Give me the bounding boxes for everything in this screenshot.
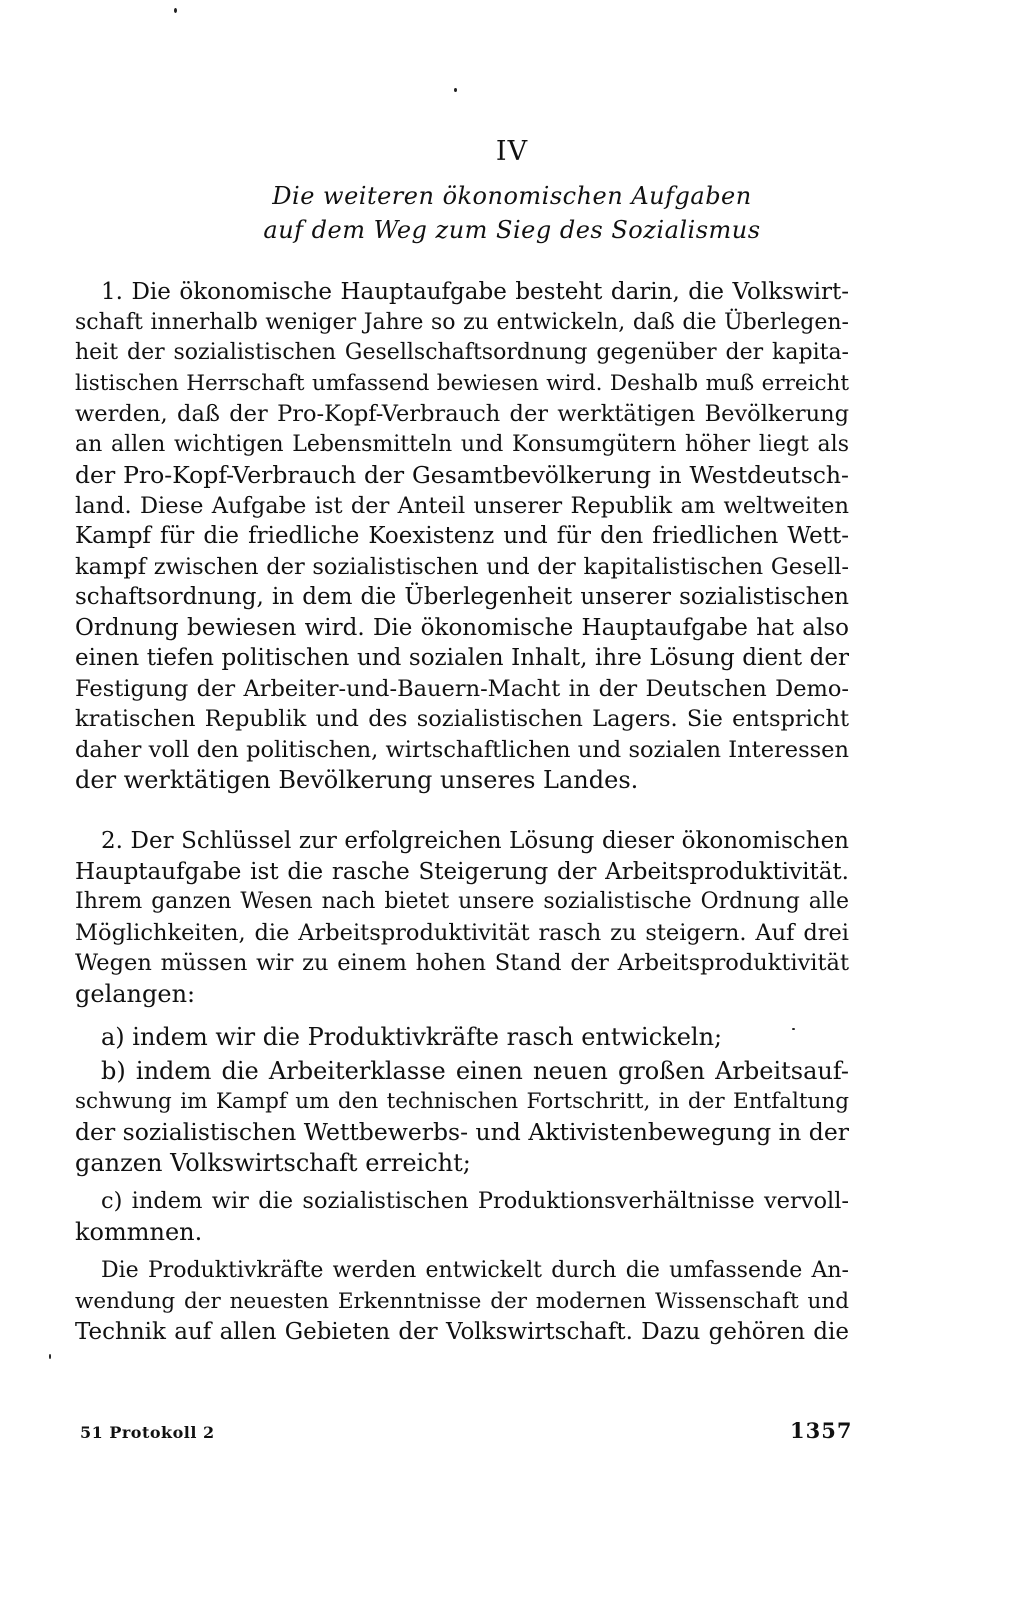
chapter-title-line-2: auf dem Weg zum Sieg des Sozialismus [263, 216, 761, 244]
list-item-a [75, 1022, 849, 1053]
scan-speck [454, 88, 457, 92]
text-line: Technik auf allen Gebieten der Volkswirtschaft. Dazu gehören die [75, 1319, 849, 1345]
text-line: Wegen müssen wir zu einem hohen Stand der Arbeitsproduktivität [75, 950, 849, 976]
text-line: listischen Herrschaft umfassend bewiesen wird. Deshalb muß erreicht [75, 370, 849, 396]
text-line: land. Diese Aufgabe ist der Anteil unserer Republik am weltweiten [75, 492, 849, 519]
text-line: Kampf für die friedliche Koexistenz und für den friedlichen Wett- [75, 523, 849, 549]
chapter-title-line-1: Die weiteren ökonomischen Aufgaben [272, 182, 752, 210]
text-line: kampf zwischen der sozialistischen und der kapitalistischen Gesell- [75, 553, 849, 580]
text-line: c) indem wir die sozialistischen Produktionsverhältnisse vervoll- [101, 1188, 849, 1214]
text-line: werden, daß der Pro-Kopf-Verbrauch der werktätigen Bevölkerung [75, 401, 849, 427]
text-line: Die Produktivkräfte werden entwickelt durch die umfassende An- [101, 1258, 849, 1283]
text-line: an allen wichtigen Lebensmitteln und Konsumgütern höher liegt als [75, 431, 849, 457]
text-line: 2. Der Schlüssel zur erfolgreichen Lösung dieser ökonomischen [101, 828, 849, 854]
list-item-b [75, 1056, 849, 1178]
text-line: einen tiefen politischen und sozialen Inhalt, ihre Lösung dient der [75, 645, 849, 671]
text-line: daher voll den politischen, wirtschaftlichen und sozialen Interessen [75, 736, 849, 763]
text-line: gelangen: [75, 979, 196, 1008]
text-line: schaft innerhalb weniger Jahre so zu entwickeln, daß die Überlegen- [75, 309, 849, 335]
text-line: Festigung der Arbeiter-und-Bauern-Macht in der Deutschen Demo- [75, 675, 849, 702]
text-line: b) indem die Arbeiterklasse einen neuen großen Arbeitsauf- [101, 1057, 849, 1085]
text-line: kratischen Republik und des sozialistischen Lagers. Sie entspricht [75, 706, 849, 732]
text-line: Hauptaufgabe ist die rasche Steigerung der Arbeitsproduktivität. [75, 858, 849, 885]
chapter-number: IV [495, 136, 529, 167]
text-line: heit der sozialistischen Gesellschaftsordnung gegenüber der kapita- [75, 340, 849, 365]
text-line: der sozialistischen Wettbewerbs- und Aktivistenbewegung in der [75, 1118, 849, 1146]
text-line: wendung der neuesten Erkenntnisse der modernen Wissenschaft und [75, 1288, 849, 1314]
text-line: Möglichkeiten, die Arbeitsproduktivität rasch zu steigern. Auf drei [75, 919, 849, 946]
scan-speck [174, 8, 177, 13]
text-line: 1. Die ökonomische Hauptaufgabe besteht darin, die Volkswirt- [101, 279, 849, 305]
scan-speck [49, 1354, 51, 1359]
text-line: Ihrem ganzen Wesen nach bietet unsere sozialistische Ordnung alle [75, 889, 849, 914]
text-line: der Pro-Kopf-Verbrauch der Gesamtbevölkerung in Westdeutsch- [75, 461, 849, 489]
text-line: schwung im Kampf um den technischen Fortschritt, in der Entfaltung [75, 1088, 849, 1114]
paragraph-2 [75, 826, 849, 1009]
text-line: der werktätigen Bevölkerung unseres Landes. [75, 766, 639, 794]
text-line: a) indem wir die Produktivkräfte rasch entwickeln; [101, 1023, 723, 1051]
text-line: Ordnung bewiesen wird. Die ökonomische Hauptaufgabe hat also [75, 614, 849, 641]
printer-signature: 51 Protokoll 2 [80, 1423, 215, 1442]
page-number: 1357 [790, 1418, 853, 1443]
text-line: ganzen Volkswirtschaft erreicht; [75, 1148, 471, 1177]
paragraph-3 [75, 1256, 849, 1348]
paragraph-1 [75, 277, 849, 796]
text-line: schaftsordnung, in dem die Überlegenheit unserer sozialistischen [75, 584, 849, 610]
list-item-c [75, 1186, 849, 1247]
text-line: kommnen. [75, 1217, 203, 1246]
